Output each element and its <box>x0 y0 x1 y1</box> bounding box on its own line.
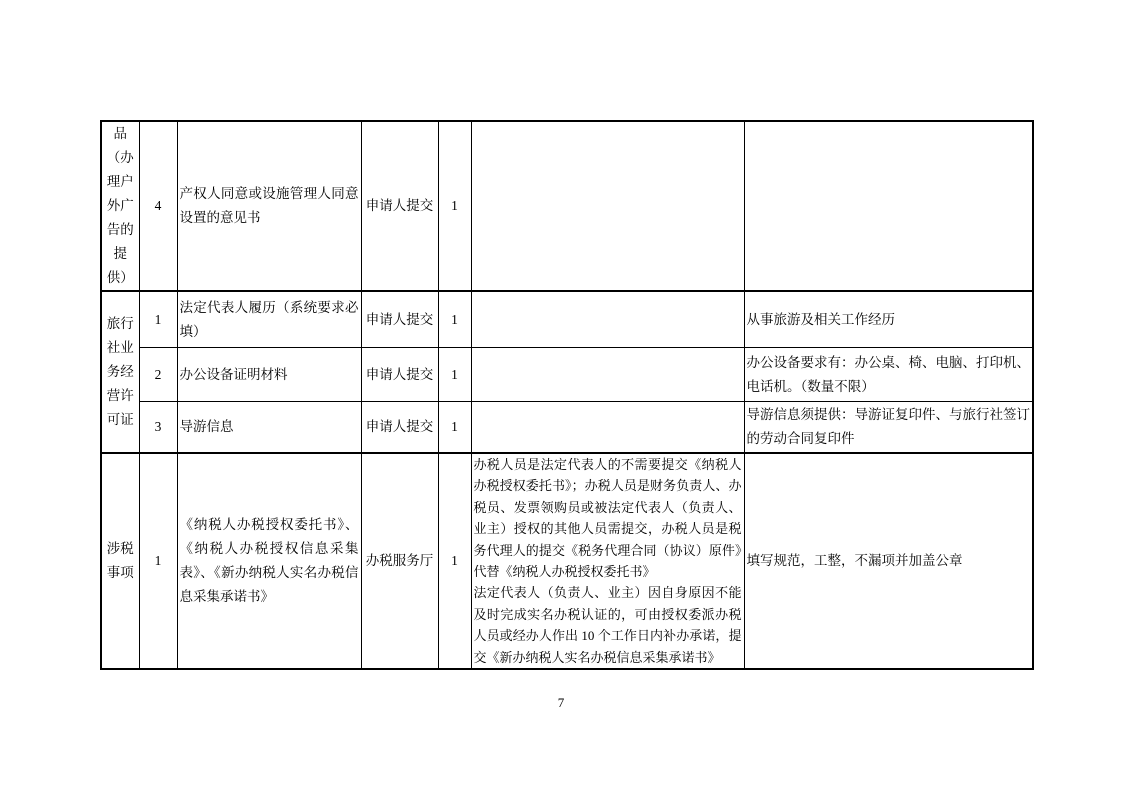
submitter-cell: 申请人提交 <box>361 402 438 454</box>
count-cell: 1 <box>438 402 471 454</box>
row-number-cell: 1 <box>139 453 177 669</box>
note-cell: 办公设备要求有：办公桌、椅、电脑、打印机、电话机。（数量不限） <box>744 348 1033 402</box>
row-number-cell: 1 <box>139 291 177 348</box>
material-name-cell: 产权人同意或设施管理人同意设置的意见书 <box>177 121 361 291</box>
note-cell <box>744 121 1033 291</box>
condition-cell <box>471 121 744 291</box>
submitter-cell: 办税服务厅 <box>361 453 438 669</box>
note-cell: 填写规范，工整，不漏项并加盖公章 <box>744 453 1033 669</box>
row-number-cell: 3 <box>139 402 177 454</box>
materials-table <box>100 120 1034 670</box>
condition-cell <box>471 348 744 402</box>
condition-paragraph: 办税人员是法定代表人的不需要提交《纳税人办税授权委托书》；办税人员是财务负责人、办税员、发票领购员或被法定代表人（负责人、业主）授权的其他人员需提交，办税人员是税务代理人的提交《税务代理合同（协议）原件》代替《纳税人办税授权委托书》 <box>473 457 742 580</box>
category-cell: 旅行社业务经营许可证 <box>101 291 139 453</box>
count-cell: 1 <box>438 291 471 348</box>
count-cell: 1 <box>438 121 471 291</box>
count-cell: 1 <box>438 348 471 402</box>
condition-cell <box>471 402 744 454</box>
material-name-cell: 《纳税人办税授权委托书》、《纳税人办税授权信息采集表》、《新办纳税人实名办税信息采集承诺书》 <box>177 453 361 669</box>
condition-cell <box>471 453 744 669</box>
submitter-cell: 申请人提交 <box>361 291 438 348</box>
condition-cell <box>471 291 744 348</box>
material-name-cell: 法定代表人履历（系统要求必填） <box>177 291 361 348</box>
note-cell: 从事旅游及相关工作经历 <box>744 291 1033 348</box>
table-row <box>101 402 1033 454</box>
submitter-cell: 申请人提交 <box>361 121 438 291</box>
condition-paragraph: 法定代表人（负责人、业主）因自身原因不能及时完成实名办税认证的，可由授权委派办税人员或经办人作出 10 个工作日内补办承诺，提交《新办纳税人实名办税信息采集承诺书》 <box>473 585 742 665</box>
note-cell: 导游信息须提供：导游证复印件、与旅行社签订的劳动合同复印件 <box>744 402 1033 454</box>
category-cell: 涉税事项 <box>101 453 139 669</box>
table-row <box>101 453 1033 669</box>
table-row <box>101 348 1033 402</box>
material-name-cell: 导游信息 <box>177 402 361 454</box>
row-number-cell: 2 <box>139 348 177 402</box>
category-cell: 品（办理户外广告的提供） <box>101 121 139 291</box>
submitter-cell: 申请人提交 <box>361 348 438 402</box>
row-number-cell: 4 <box>139 121 177 291</box>
table-row <box>101 121 1033 291</box>
page-number: 7 <box>557 695 565 710</box>
material-name-cell: 办公设备证明材料 <box>177 348 361 402</box>
count-cell: 1 <box>438 453 471 669</box>
table-row <box>101 291 1033 348</box>
